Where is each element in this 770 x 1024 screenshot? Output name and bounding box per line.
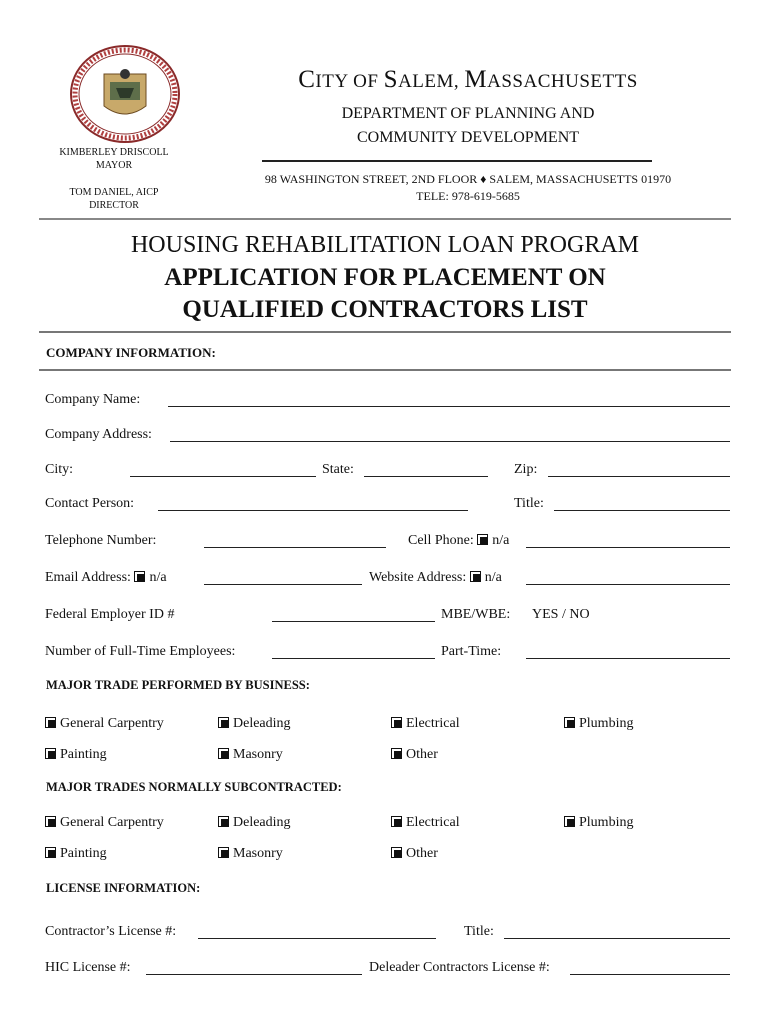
trade-deleading[interactable]: Deleading [218,716,291,732]
application-title: APPLICATION FOR PLACEMENT ON QUALIFIED CONTRACTORS LIST [164,264,606,323]
company-address-label: Company Address: [45,427,152,442]
state-label: State: [322,462,354,477]
header-bottom-rule [39,218,731,220]
sub-deleading[interactable]: Deleading [218,815,291,831]
cell-na-checkbox[interactable] [477,534,488,545]
email-na-checkbox[interactable] [134,571,145,582]
part-time-field[interactable] [526,658,730,659]
sub-electrical[interactable]: Electrical [391,815,460,831]
website-field[interactable] [526,584,730,585]
checkbox-icon[interactable] [564,816,575,827]
sub-masonry[interactable]: Masonry [218,846,283,862]
zip-label: Zip: [514,462,538,477]
header-divider [262,160,652,162]
checkbox-icon[interactable] [45,717,56,728]
trade-plumbing[interactable]: Plumbing [564,716,633,732]
checkbox-icon[interactable] [218,816,229,827]
section-rule [39,369,731,371]
part-time-label: Part-Time: [441,644,502,659]
federal-id-label: Federal Employer ID # [45,607,175,622]
checkbox-icon[interactable] [45,816,56,827]
telephone-label: Telephone Number: [45,533,157,548]
trade-general-carpentry[interactable]: General Carpentry [45,716,164,732]
checkbox-icon[interactable] [564,717,575,728]
major-trades-heading: MAJOR TRADE PERFORMED BY BUSINESS: [46,678,310,692]
deleader-license-field[interactable] [570,974,730,975]
full-time-label: Number of Full-Time Employees: [45,644,236,659]
company-name-label: Company Name: [45,392,141,407]
sub-general-carpentry[interactable]: General Carpentry [45,815,164,831]
hic-license-field[interactable] [146,974,362,975]
cell-phone-label: Cell Phone: n/a [408,533,510,548]
city-field[interactable] [130,476,316,477]
checkbox-icon[interactable] [218,717,229,728]
city-label: City: [45,462,74,477]
trade-masonry[interactable]: Masonry [218,747,283,763]
city-name: CITY OF SALEM, MASSACHUSETTS [298,66,638,93]
checkbox-icon[interactable] [391,717,402,728]
website-label: Website Address: n/a [369,570,502,585]
email-label: Email Address: n/a [45,570,167,585]
license-info-heading: LICENSE INFORMATION: [46,881,201,895]
telephone-field[interactable] [204,547,386,548]
sub-other[interactable]: Other [391,846,438,862]
contact-title-label: Title: [514,496,544,511]
company-name-field[interactable] [168,406,730,407]
department-name: DEPARTMENT OF PLANNING AND COMMUNITY DEVELOPMENT [341,105,595,146]
address-block: 98 WASHINGTON STREET, 2ND FLOOR ♦ SALEM, MASSACHUSETTS 01970 TELE: 978-619-5685 [264,172,672,203]
checkbox-icon[interactable] [45,748,56,759]
checkbox-icon[interactable] [218,748,229,759]
license-title-label: Title: [464,924,494,939]
mbe-wbe-label: MBE/WBE: [441,607,511,622]
cell-phone-field[interactable] [526,547,730,548]
subcontracted-trades-heading: MAJOR TRADES NORMALLY SUBCONTRACTED: [46,780,342,794]
trade-other[interactable]: Other [391,747,438,763]
email-field[interactable] [204,584,362,585]
checkbox-icon[interactable] [391,816,402,827]
trade-electrical[interactable]: Electrical [391,716,460,732]
contractor-license-field[interactable] [198,938,436,939]
program-title: HOUSING REHABILITATION LOAN PROGRAM [130,232,640,258]
federal-id-field[interactable] [272,621,435,622]
company-address-field[interactable] [170,441,730,442]
contractor-license-label: Contractor’s License #: [45,924,177,939]
sub-painting[interactable]: Painting [45,846,107,862]
website-na-checkbox[interactable] [470,571,481,582]
mayor-block: KIMBERLEY DRISCOLL MAYOR [59,147,169,171]
hic-license-label: HIC License #: [45,960,131,975]
state-field[interactable] [364,476,488,477]
checkbox-icon[interactable] [391,748,402,759]
deleader-license-label: Deleader Contractors License #: [369,960,550,975]
trade-painting[interactable]: Painting [45,747,107,763]
title-rule [39,331,731,333]
contact-person-label: Contact Person: [45,496,135,511]
full-time-field[interactable] [272,658,435,659]
director-block: TOM DANIEL, AICP DIRECTOR [69,187,159,211]
contact-person-field[interactable] [158,510,468,511]
company-info-heading: COMPANY INFORMATION: [46,345,216,360]
city-seal-icon [68,44,182,144]
zip-field[interactable] [548,476,730,477]
sub-plumbing[interactable]: Plumbing [564,815,633,831]
checkbox-icon[interactable] [45,847,56,858]
license-title-field[interactable] [504,938,730,939]
checkbox-icon[interactable] [391,847,402,858]
mbe-wbe-value[interactable]: YES / NO [532,607,590,622]
checkbox-icon[interactable] [218,847,229,858]
contact-title-field[interactable] [554,510,730,511]
